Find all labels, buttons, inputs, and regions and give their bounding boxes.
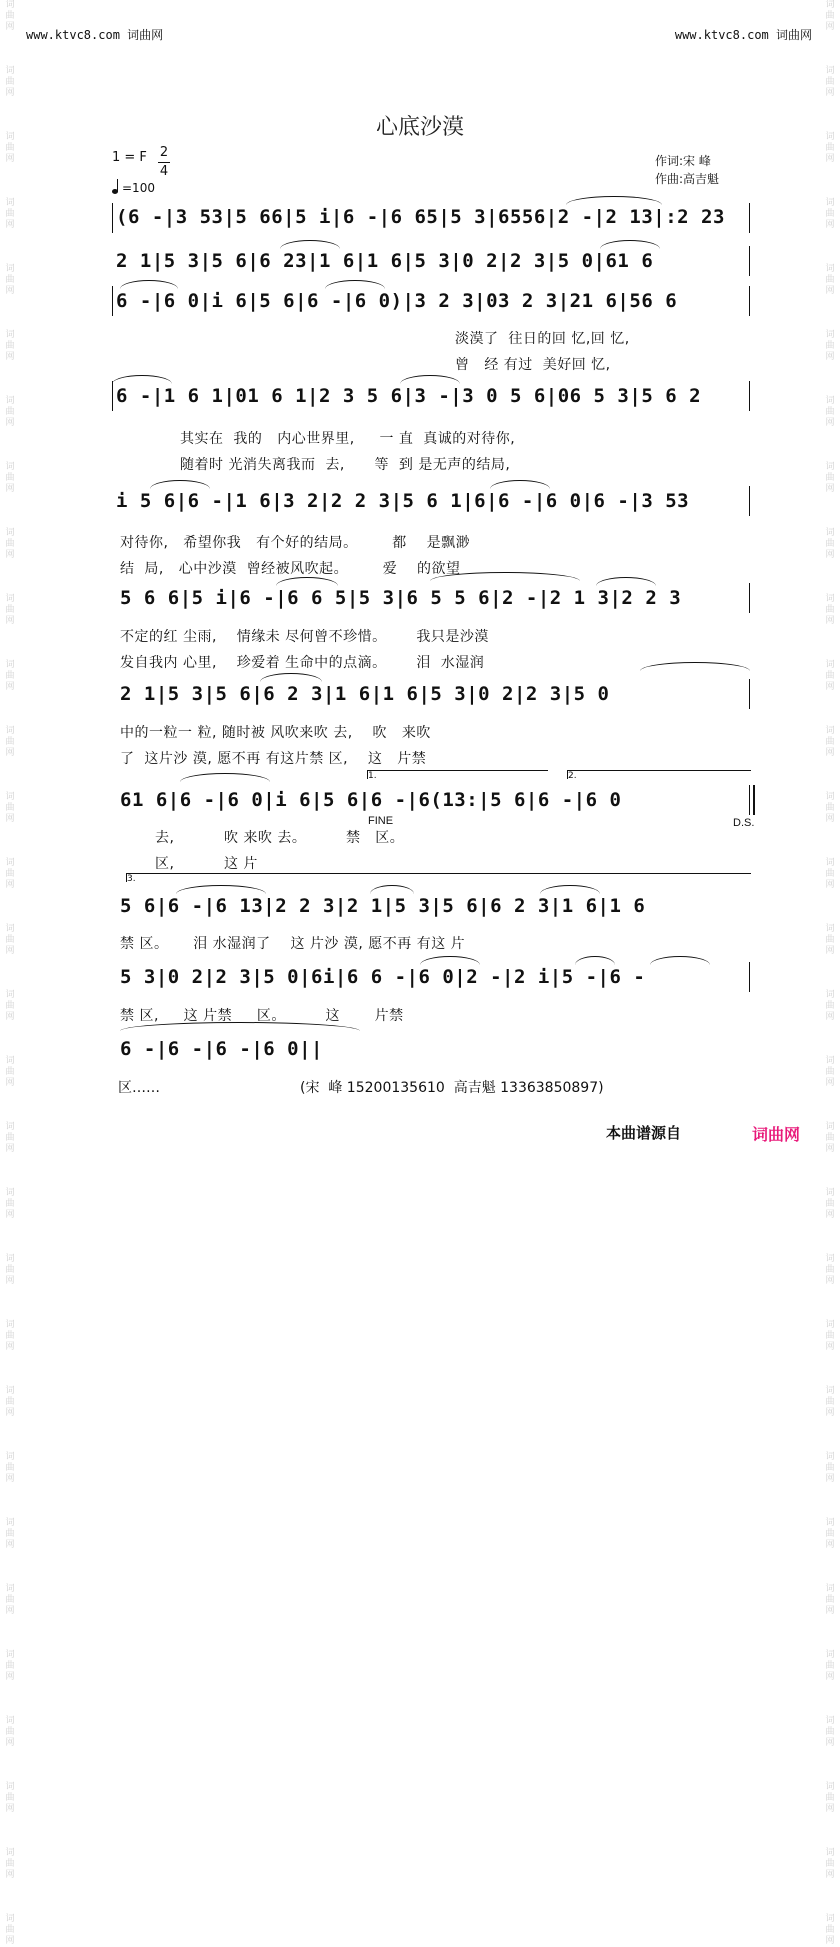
key-signature (112, 145, 169, 179)
credits (655, 152, 719, 188)
lyric-verse-1: 对待你, 希望你我 有个好的结局。 都 是飘渺 (120, 535, 471, 551)
slur (176, 885, 266, 894)
barline (749, 486, 750, 516)
barline (749, 246, 750, 276)
song-title: 心底沙漠 (375, 115, 464, 140)
ending-bracket-2 (567, 770, 751, 779)
music-line-5: i 5 6|6 -|1 6|3 2|2 2 3|5 6 1|6|6 -|6 0|6 -|3 53 (116, 490, 690, 512)
lyric-verse-1: 去, 吹 来吹 去。 禁 区。 (155, 830, 405, 846)
slur (120, 280, 178, 289)
slur (150, 480, 210, 489)
music-line-11: 6 -|6 -|6 -|6 0|| (120, 1038, 323, 1060)
slur (540, 885, 600, 894)
watermark-column-left: 词 曲 网 词 曲 网 词 曲 网 词 曲 网 词 曲 网 词 曲 网 词 曲 网 词 曲 网 词 曲 网 词 曲 网 词 曲 网 词 曲 网 词 曲 网 词 曲 网 词 曲 网 词 曲 网 词 曲 网 词 曲 网 词 曲 网 词 曲 网 词 曲 网 词 曲 网 词 曲 网 词 曲 网 词 曲 网 词 曲 网 词 曲 网 词 曲 网 词 曲 网 词 曲 网 (5, 0, 15, 1946)
slur (420, 956, 480, 965)
music-line-7: 2 1|5 3|5 6|6 2 3|1 6|1 6|5 3|0 2|2 3|5 0 (120, 683, 610, 705)
lyric-verse-1: 淡漠了 往日的回 忆,回 忆, (455, 331, 630, 347)
slur (575, 956, 615, 965)
ending-bracket-3 (126, 873, 751, 882)
music-line-1: (6 -|3 53|5 66|5 i|6 -|6 65|5 3|6556|2 -|2 13|:2 23 (116, 206, 725, 228)
slur (640, 662, 750, 671)
composer: 作曲:高吉魁 (655, 172, 720, 186)
tempo-marking (112, 180, 155, 195)
header-site-right[interactable]: www.ktvc8.com 词曲网 (674, 28, 812, 42)
source-site-logo[interactable]: 词曲网 (752, 1125, 801, 1144)
music-line-10: 5 3|0 2|2 3|5 0|6i|6 6 -|6 0|2 -|2 i|5 -|6 - (120, 966, 646, 988)
key-label: 1 = F (112, 150, 147, 165)
ending-2-label: 2. (568, 771, 577, 781)
tail-lyric: 区…… (118, 1080, 160, 1096)
time-sig-bottom: 4 (159, 164, 169, 179)
slur (180, 773, 270, 782)
time-sig-top: 2 (159, 145, 169, 160)
lyric-verse-2: 了 这片沙 漠, 愿不再 有这片禁 区, 这 片禁 (120, 751, 427, 767)
system-start-bar (112, 203, 113, 233)
lyric-verse-1: 中的一粒一 粒, 随时被 风吹来吹 去, 吹 来吹 (120, 725, 431, 741)
music-line-3: 6 -|6 0|i 6|5 6|6 -|6 0)|3 2 3|03 2 3|21 6|56 6 (116, 290, 678, 312)
header-site-left[interactable]: www.ktvc8.com 词曲网 (26, 28, 164, 42)
lyric-verse-1: 其实在 我的 内心世界里, 一 直 真诚的对待你, (180, 431, 516, 447)
system-start-bar (112, 286, 113, 316)
slur (600, 240, 660, 249)
barline (749, 679, 750, 709)
lyric-verse-2: 区, 这 片 (155, 856, 258, 872)
watermark-column-right: 词 曲 网 词 曲 网 词 曲 网 词 曲 网 词 曲 网 词 曲 网 词 曲 网 词 曲 网 词 曲 网 词 曲 网 词 曲 网 词 曲 网 词 曲 网 词 曲 网 词 曲 网 词 曲 网 词 曲 网 词 曲 网 词 曲 网 词 曲 网 词 曲 网 词 曲 网 词 曲 网 词 曲 网 词 曲 网 词 曲 网 词 曲 网 词 曲 网 词 曲 网 词 曲 网 (825, 0, 835, 1946)
slur (566, 196, 662, 205)
slur (400, 375, 460, 384)
lyric-verse-2: 随着时 光消失离我而 去, 等 到 是无声的结局, (180, 457, 511, 473)
music-line-2: 2 1|5 3|5 6|6 23|1 6|1 6|5 3|0 2|2 3|5 0|61 6 (116, 250, 654, 272)
slur (650, 956, 710, 965)
lyric-verse-1: 禁 区, 这 片禁 区。 这 片禁 (120, 1008, 404, 1024)
lyric-verse-1: 不定的红 尘雨, 情缘未 尽何曾不珍惜。 我只是沙漠 (120, 629, 489, 645)
slur (370, 885, 414, 894)
quarter-note-icon (112, 180, 118, 194)
barline (749, 286, 750, 316)
final-barline-thick (753, 785, 755, 815)
slur (490, 480, 550, 489)
music-line-4: 6 -|1 6 1|01 6 1|2 3 5 6|3 -|3 0 5 6|06 5 3|5 6 2 (116, 385, 702, 407)
slur (112, 375, 172, 384)
barline (749, 203, 750, 233)
slur (280, 240, 340, 249)
music-line-9: 5 6|6 -|6 13|2 2 3|2 1|5 3|5 6|6 2 3|1 6|1 6 (120, 895, 646, 917)
ds-marking: D.S. (733, 817, 755, 829)
music-line-6: 5 6 6|5 i|6 -|6 6 5|5 3|6 5 5 6|2 -|2 1 3|2 2 3 (120, 587, 682, 609)
ending-1-label: 1. (368, 771, 377, 781)
slur (260, 673, 322, 682)
lyricist: 作词:宋 峰 (655, 154, 711, 168)
barline (749, 381, 750, 411)
system-start-bar (112, 381, 113, 411)
slur (596, 577, 656, 586)
source-label: 本曲谱源自 (606, 1124, 682, 1142)
music-line-8: 61 6|6 -|6 0|i 6|5 6|6 -|6(13:|5 6|6 -|6 0 (120, 789, 622, 811)
contact-info: (宋 峰 15200135610 高吉魁 13363850897) (300, 1080, 604, 1096)
lyric-verse-2: 曾 经 有过 美好回 忆, (455, 357, 611, 373)
ending-3-label: 3. (127, 874, 136, 884)
slur (325, 280, 385, 289)
slur (276, 577, 338, 586)
barline (749, 962, 750, 992)
barline (749, 583, 750, 613)
lyric-verse-1: 禁 区。 泪 水湿润了 这 片沙 漠, 愿不再 有这 片 (120, 936, 466, 952)
time-signature (158, 144, 170, 181)
final-barline (749, 785, 750, 815)
tempo-value: =100 (122, 181, 155, 195)
ending-bracket-1 (367, 770, 548, 779)
lyric-verse-2: 发自我内 心里, 珍爱着 生命中的点滴。 泪 水湿润 (120, 655, 485, 671)
lyric-verse-2: 结 局, 心中沙漠 曾经被风吹起。 爱 的欲望 (120, 561, 461, 577)
fine-marking: FINE (368, 815, 394, 827)
